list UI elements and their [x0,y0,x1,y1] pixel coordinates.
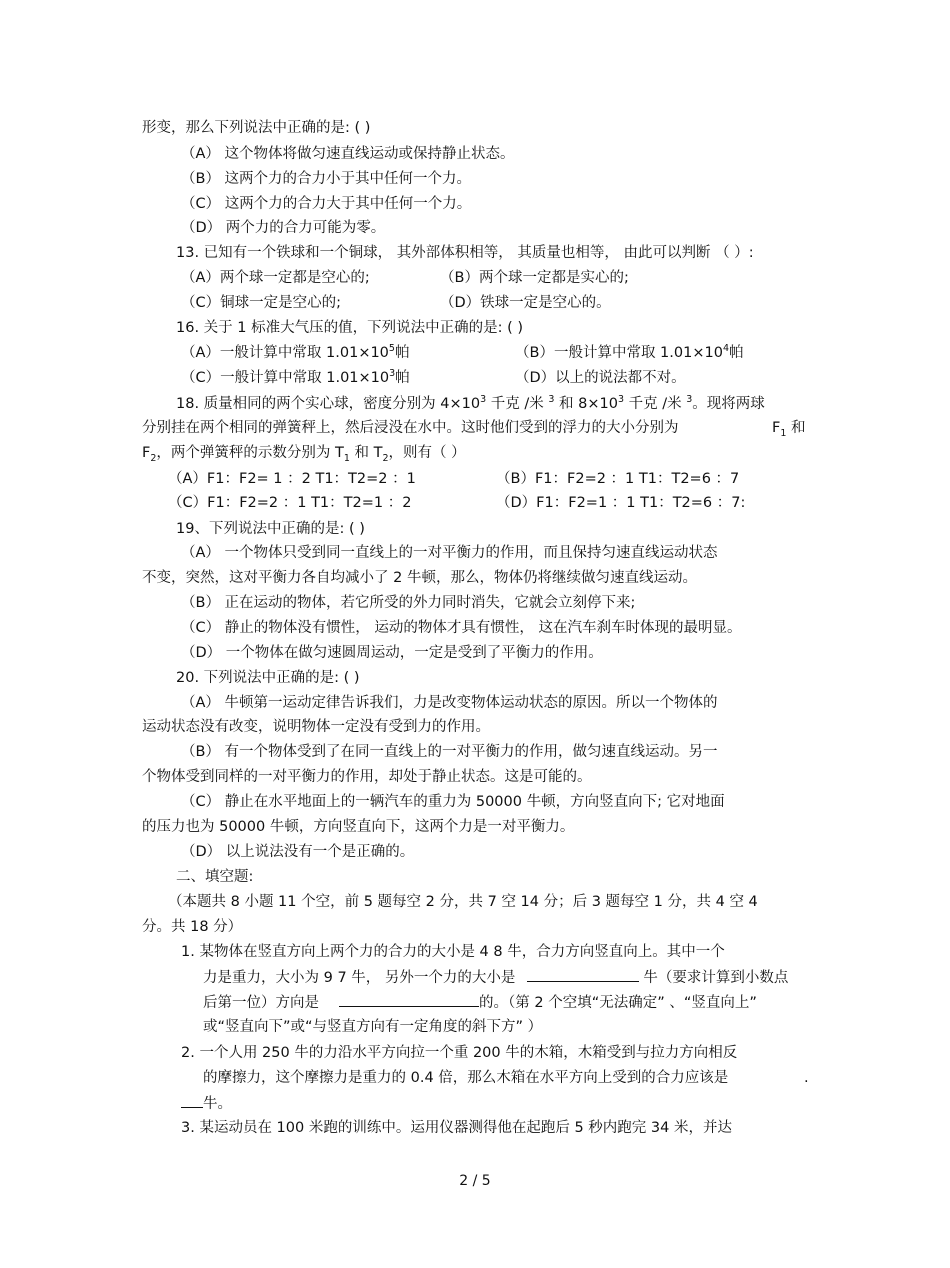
option-a: （A）一般计算中常取 $1.01\times 10^5$帕 [181,343,410,361]
option-b: （B） 有一个物体受到了在同一直线上的一对平衡力的作用，做匀速直线运动。另一 [181,744,718,760]
text-line: 后第一位）方向是 的。（第 2 个空填“无法确定” 、“竖直向上” [203,992,757,1013]
option-c: （C） 静止在水平地面上的一辆汽车的重力为 50000 牛顿，方向竖直向下; 它对地面 [181,794,725,810]
answer-blank[interactable] [181,1093,203,1108]
question-18: 18. 质量相同的两个实心球，密度分别为 $4\times 10^3$ 千克 /米 $^3$ 和 $8\times 10^3$ 千克 /米 $^3$。现将两球 [176,394,765,412]
option-b: （B） 正在运动的物体，若它所受的外力同时消失，它就会立刻停下来; [181,595,636,611]
option-c: （C）铜球一定是空心的; [181,295,342,311]
text-line: $F_1$ 和 [772,420,806,439]
text-line: 不变，突然，这对平衡力各自均减小了 2 牛顿，那么，物体仍将继续做匀速直线运动。 [142,570,697,586]
text-line: 的压力也为 50000 牛顿，方向竖直向下，这两个力是一对平衡力。 [142,819,575,835]
question-19: 19、下列说法中正确的是: ( ) [176,521,365,537]
section-note: 分。共 18 分） [142,919,243,935]
option-b: （B）两个球一定都是实心的; [440,270,629,286]
option-a: （A）F1：F2= 1 ：2 T1：T2=2 ：1 [168,471,416,487]
text-line: 形变，那么下列说法中正确的是: ( ) [142,120,371,136]
option-c: （C）一般计算中常取 $1.01\times 10^3$帕 [181,368,410,386]
option-b: （B）一般计算中常取 $1.01\times 10^4$帕 [515,343,744,361]
text-line: 个物体受到同样的一对平衡力的作用，却处于静止状态。这是可能的。 [142,769,592,785]
fill-question-1: 1. 某物体在竖直方向上两个力的合力的大小是 4 8 牛，合力方向竖直向上。其中一个 [181,944,725,960]
text-line: 分别挂在两个相同的弹簧秤上，然后浸没在水中。这时他们受到的浮力的大小分别为 [142,420,679,436]
option-c: （C）F1：F2=2 ：1 T1：T2=1 ：2 [168,495,412,511]
option-a: （A） 牛顿第一运动定律告诉我们，力是改变物体运动状态的原因。所以一个物体的 [181,695,718,711]
option-d: （D）F1：F2=1 ：1 T1：T2=6 ：7: [496,495,746,511]
option-b: （B） 这两个力的合力小于其中任何一个力。 [181,171,472,187]
text-line: 力是重力，大小为 9 7 牛， 另外一个力的大小是 牛（要求计算到小数点 [203,967,788,988]
text-line: . [804,1070,809,1086]
option-d: （D） 两个力的合力可能为零。 [181,220,386,236]
question-16: 16. 关于 1 标准大气压的值，下列说法中正确的是: ( ) [176,320,524,336]
text-line: $F_2$，两个弹簧秤的示数分别为 $T_1$ 和 $T_2$，则有（ ） [142,445,466,464]
text-line: 或“竖直向下”或“与竖直方向有一定角度的斜下方” ） [203,1019,543,1035]
option-c: （C） 这两个力的合力大于其中任何一个力。 [181,196,472,212]
option-a: （A）两个球一定都是空心的; [181,270,370,286]
section-heading: 二、填空题: [176,869,254,885]
option-a: （A） 一个物体只受到同一直线上的一对平衡力的作用，而且保持匀速直线运动状态 [181,545,718,561]
option-d: （D）铁球一定是空心的。 [440,295,611,311]
option-c: （C） 静止的物体没有惯性， 运动的物体才具有惯性， 这在汽车刹车时体现的最明显。 [181,620,742,636]
fill-question-3: 3. 某运动员在 100 米跑的训练中。运用仪器测得他在起跑后 5 秒内跑完 34 米，并达 [181,1120,732,1136]
option-d: （D） 以上说法没有一个是正确的。 [181,844,415,860]
text-line: 的摩擦力，这个摩擦力是重力的 0.4 倍，那么木箱在水平方向上受到的合力应该是 [203,1070,729,1086]
fill-question-2: 2. 一个人用 250 牛的力沿水平方向拉一个重 200 牛的木箱，木箱受到与拉力方向相反 [181,1045,738,1061]
option-d: （D）以上的说法都不对。 [515,370,686,386]
section-note: （本题共 8 小题 11 个空，前 5 题每空 2 分，共 7 空 14 分；后 3 题每空 1 分，共 4 空 4 [168,894,758,910]
option-a: （A） 这个物体将做匀速直线运动或保持静止状态。 [181,146,515,162]
page-number: 2 / 5 [459,1173,491,1189]
option-d: （D） 一个物体在做匀速圆周运动，一定是受到了平衡力的作用。 [181,645,603,661]
text-line: 运动状态没有改变，说明物体一定没有受到力的作用。 [142,719,490,735]
answer-blank[interactable] [339,992,479,1007]
question-20: 20. 下列说法中正确的是: ( ) [176,670,360,686]
answer-blank[interactable] [527,967,639,982]
question-13: 13. 已知有一个铁球和一个铜球， 其外部体积相等， 其质量也相等， 由此可以判断 （ ）: [176,245,754,261]
text-line: 牛。 [181,1093,232,1114]
option-b: （B）F1：F2=2 ：1 T1：T2=6 ：7 [496,471,740,487]
